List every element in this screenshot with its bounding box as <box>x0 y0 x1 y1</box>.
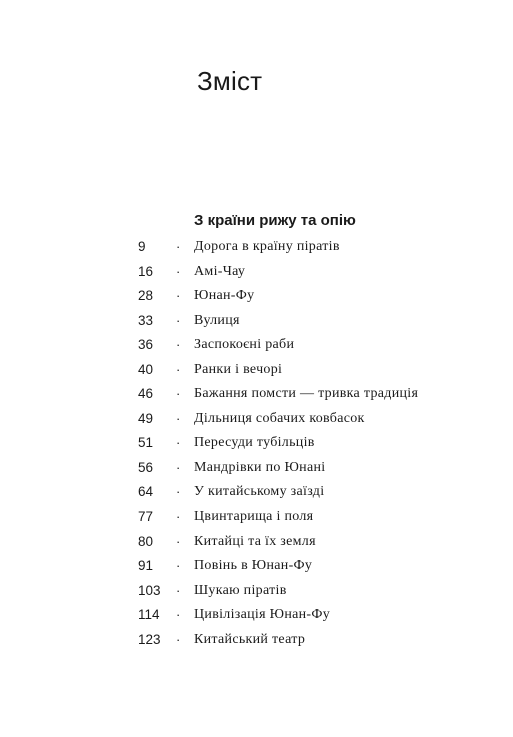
toc-entry[interactable] <box>0 630 513 655</box>
toc-entry-title: Амі-Чау <box>194 263 246 279</box>
toc-entry-title: Ранки і вечорі <box>194 361 283 377</box>
toc-entry-title: Китайський театр <box>194 631 306 647</box>
toc-separator-dot: · <box>176 312 181 328</box>
toc-entry[interactable] <box>0 556 513 581</box>
toc-separator-dot: · <box>176 533 181 549</box>
toc-entry[interactable] <box>0 360 513 385</box>
toc-entry[interactable] <box>0 286 513 311</box>
toc-separator-dot: · <box>176 239 181 254</box>
toc-page-number: 28 <box>138 288 154 304</box>
toc-entry[interactable] <box>0 262 513 287</box>
toc-entry-title: Китайці та їх земля <box>194 533 316 549</box>
toc-entry-title: Цивілізація Юнан-Фу <box>194 607 331 623</box>
toc-entry[interactable] <box>0 311 513 336</box>
toc-entry-title: Вулиця <box>194 312 240 328</box>
toc-entry-title: Мандрівки по Юнані <box>194 459 326 475</box>
toc-entry-title: Дорога в країну піратів <box>194 239 340 254</box>
toc-entry[interactable] <box>0 237 513 262</box>
toc-entry[interactable] <box>0 605 513 630</box>
toc-page-number: 46 <box>138 386 154 402</box>
toc-page-number: 49 <box>138 410 154 426</box>
toc-page-number: 103 <box>138 582 161 598</box>
toc-entry[interactable] <box>0 433 513 458</box>
toc-entry[interactable] <box>0 482 513 507</box>
toc-separator-dot: · <box>176 361 181 377</box>
toc-entry-title: Пересуди тубільців <box>194 435 315 451</box>
toc-entry-title: Бажання помсти — тривка традиція <box>194 386 419 402</box>
toc-entry[interactable] <box>0 532 513 557</box>
toc-entry-title: Юнан-Фу <box>194 288 255 304</box>
toc-separator-dot: · <box>176 263 181 279</box>
toc-separator-dot: · <box>176 337 181 353</box>
toc-separator-dot: · <box>176 435 181 451</box>
toc-separator-dot: · <box>176 459 181 475</box>
toc-entry-title: У китайському заїзді <box>194 484 325 500</box>
toc-page-number: 123 <box>138 631 161 647</box>
toc-page-number: 16 <box>138 263 154 279</box>
toc-page-number: 114 <box>138 607 160 623</box>
toc-page-number: 36 <box>138 337 154 353</box>
toc-entry-title: Повінь в Юнан-Фу <box>194 558 313 574</box>
toc-page-number: 51 <box>138 435 154 451</box>
toc-separator-dot: · <box>176 582 181 598</box>
toc-page-number: 56 <box>138 459 154 475</box>
toc-entry-title: Цвинтарища і поля <box>194 509 314 525</box>
toc-page-number: 33 <box>138 312 154 328</box>
toc-entry-title: Дільниця собачих ковбасок <box>194 410 365 426</box>
toc-entry[interactable] <box>0 335 513 360</box>
toc-separator-dot: · <box>176 484 181 500</box>
toc-separator-dot: · <box>176 509 181 525</box>
toc-entry[interactable] <box>0 384 513 409</box>
toc-page-number: 91 <box>138 558 154 574</box>
toc-separator-dot: · <box>176 631 181 647</box>
toc-page-number: 80 <box>138 533 154 549</box>
section-heading: З країни рижу та опію <box>194 212 356 229</box>
toc-entry[interactable] <box>0 409 513 434</box>
toc-entry[interactable] <box>0 458 513 483</box>
toc-separator-dot: · <box>176 386 181 402</box>
toc-separator-dot: · <box>176 607 181 623</box>
toc-entry[interactable] <box>0 507 513 532</box>
toc-separator-dot: · <box>176 558 181 574</box>
toc-entry-title: Шукаю піратів <box>194 582 287 598</box>
toc-page-number: 64 <box>138 484 154 500</box>
toc-page-number: 9 <box>138 239 146 254</box>
toc-entry-title: Заспокоєні раби <box>194 337 295 353</box>
toc-separator-dot: · <box>176 288 181 304</box>
toc-page-number: 40 <box>138 361 154 377</box>
toc-entry[interactable] <box>0 581 513 606</box>
page-title: Зміст <box>197 66 263 96</box>
table-of-contents <box>0 237 513 654</box>
toc-separator-dot: · <box>176 410 181 426</box>
toc-page-number: 77 <box>138 509 154 525</box>
